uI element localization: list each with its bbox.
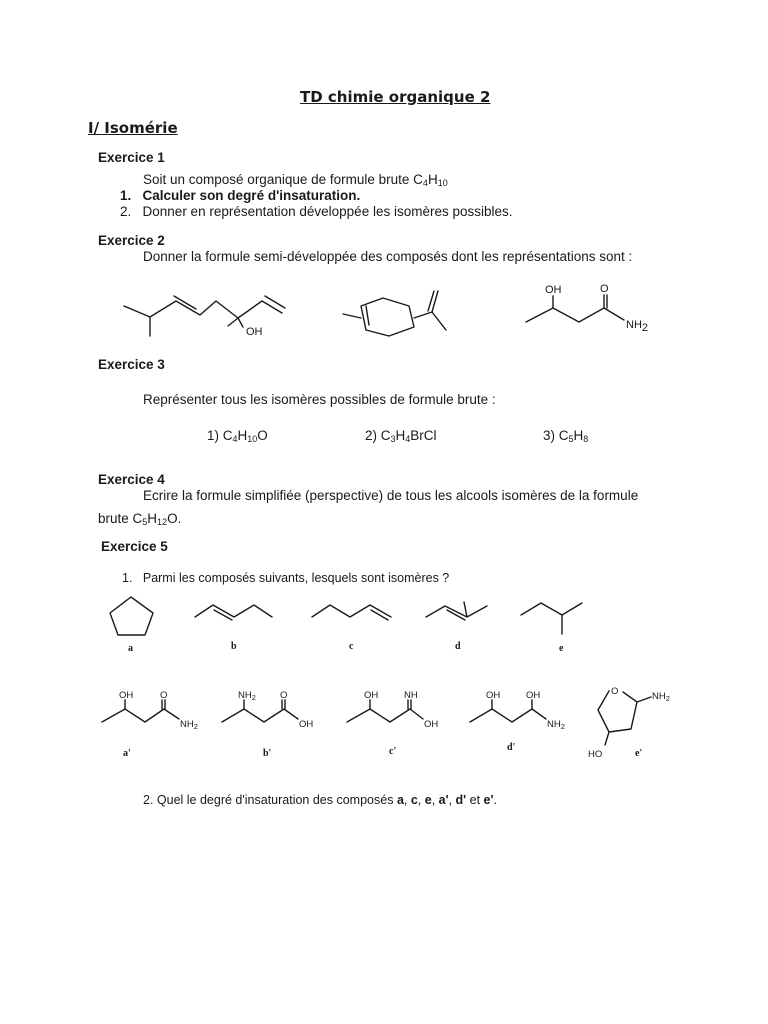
exercise-3-formula-2: 2) $C_3H_4BrCl$ [365, 428, 437, 444]
exercise-1-item-2: 2. Donner en représentation développée les isomères possibles. [120, 204, 513, 219]
a-prime-oh-label: OH [119, 690, 134, 701]
compound-label-a-prime: a' [123, 748, 131, 759]
exercise-3-formula-3: 3) $C_5H_8$ [543, 428, 589, 444]
hydroxyamide-nh2-label: NH2 [626, 319, 649, 334]
c-prime-nh-label: NH [404, 690, 418, 701]
exercise-4-heading: Exercice 4 [98, 472, 165, 487]
c-prime-oh-label: OH [364, 690, 379, 701]
b-prime-nh2-label: $NH_2$ [238, 690, 256, 702]
d-prime-oh-label: OH [486, 690, 501, 701]
exercise-2-intro: Donner la formule semi-développée des composés dont les représentations sont : [143, 249, 633, 264]
compound-label-c: c [349, 641, 354, 652]
e-prime-ho-label: HO [588, 749, 603, 760]
a-prime-o-label: O [160, 690, 168, 701]
d-prime-nh2-label: $NH_2$ [547, 719, 565, 731]
a-prime-nh2-label: $NH_2$ [180, 719, 198, 731]
exercise-5-question-1: 1. Parmi les composés suivants, lesquels sont isomères ? [122, 571, 450, 585]
compound-label-d: d [455, 641, 461, 652]
section-heading: I/ Isomérie [88, 119, 178, 137]
compound-label-e: e [559, 643, 564, 654]
exercise-2-heading: Exercice 2 [98, 233, 165, 248]
compound-label-b-prime: b' [263, 748, 272, 759]
linalool-oh-label: OH [246, 326, 263, 338]
hydroxyamide-o-label: O [600, 283, 609, 295]
e-prime-o-label: O [611, 686, 619, 697]
exercise-3-heading: Exercice 3 [98, 357, 165, 372]
exercise-1-item-1: 1. Calculer son degré d'insaturation. [120, 188, 361, 203]
exercise-3-intro: Représenter tous les isomères possibles de formule brute : [143, 392, 496, 407]
compound-label-b: b [231, 641, 237, 652]
exercise-1-heading: Exercice 1 [98, 150, 165, 165]
exercise-5-question-2: 2. Quel le degré d'insaturation des composés a, c, e, a', d' et e'. [143, 793, 497, 807]
c-prime-oh2-label: OH [424, 719, 439, 730]
compound-label-d-prime: d' [507, 742, 516, 753]
exercise-5-heading: Exercice 5 [101, 539, 168, 554]
exercise-4-line-2: brute $C_5H_{12}O$. [98, 511, 182, 527]
exercise-4-line-1: Ecrire la formule simplifiée (perspective) de tous les alcools isomères de la formule [143, 488, 639, 503]
hydroxyamide-oh-label: OH [545, 284, 562, 296]
exercise-3-formula-1: 1) $C_4H_{10}O$ [207, 428, 268, 444]
b-prime-oh-label: OH [299, 719, 314, 730]
e-prime-nh2-label: $NH_2$ [652, 691, 670, 703]
exercise-1-intro: Soit un composé organique de formule brute $C_4H_{10}$ [143, 172, 448, 188]
page-title: TD chimie organique 2 [300, 88, 491, 106]
compound-label-a: a [128, 643, 133, 654]
compound-label-c-prime: c' [389, 746, 397, 757]
b-prime-o-label: O [280, 690, 288, 701]
d-prime-oh2-label: OH [526, 690, 541, 701]
compound-label-e-prime: e' [635, 748, 643, 759]
